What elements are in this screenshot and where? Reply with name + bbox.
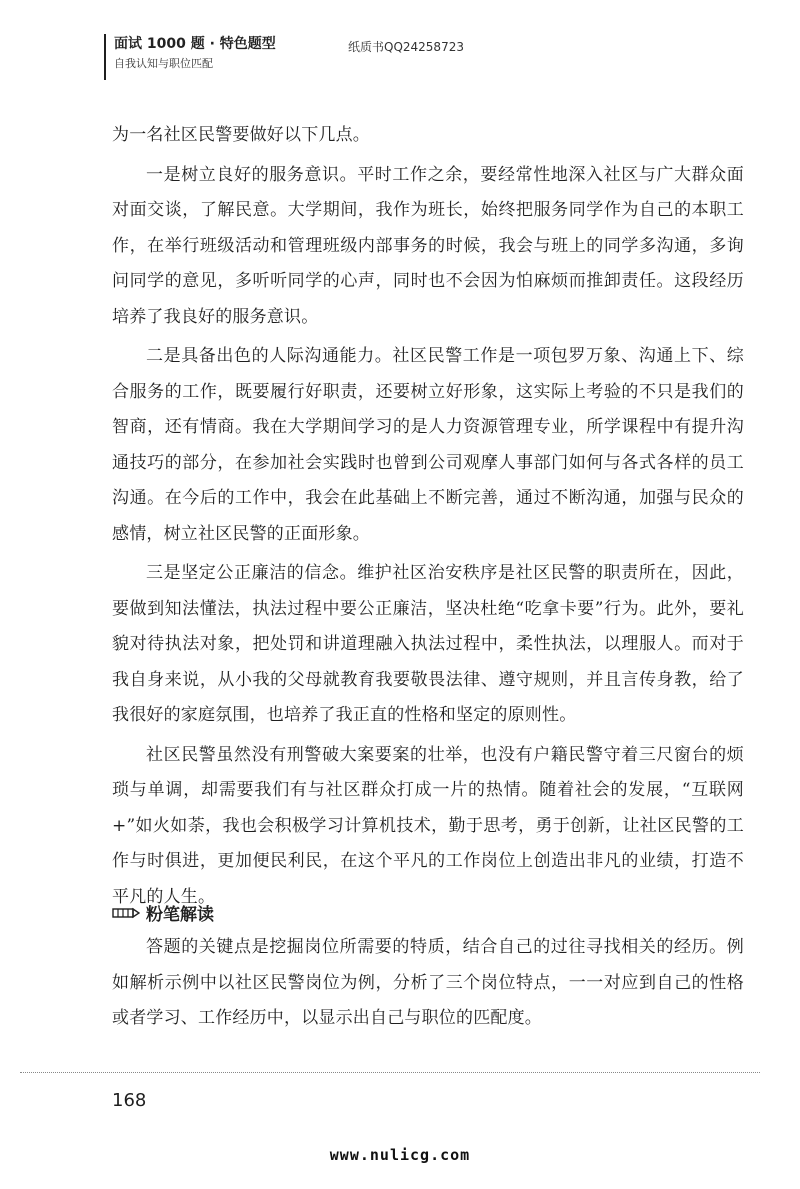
running-header: [104, 34, 276, 80]
analysis-paragraph: 答题的关键点是挖掘岗位所需要的特质，结合自己的过往寻找相关的经历。例如解析示例中以社区民警岗位为例，分析了三个岗位特点，一一对应到自己的性格或者学习、工作经历中，以显示出自己与职位的匹配度。: [112, 937, 744, 1028]
pen-icon: [112, 906, 140, 920]
body-paragraph: 一是树立良好的服务意识。平时工作之余，要经常性地深入社区与广大群众面对面交谈，了解民意。大学期间，我作为班长，始终把服务同学作为自己的本职工作，在举行班级活动和管理班级内部事务的时候，我会与班上的同学多沟通，多询问同学的意见，多听听同学的心声，同时也不会因为怕麻烦而推卸责任。这段经历培养了我良好的服务意识。: [112, 164, 744, 327]
footer-divider: [20, 1072, 760, 1073]
main-body-text: [112, 118, 744, 919]
analysis-heading: [112, 900, 214, 925]
header-watermark: 纸质书QQ24258723: [348, 40, 464, 54]
header-book-title: 面试 1000 题 · 特色题型: [114, 36, 276, 52]
site-url-footer: www.nulicg.com: [329, 1146, 471, 1164]
body-paragraph: 三是坚定公正廉洁的信念。维护社区治安秩序是社区民警的职责所在，因此，要做到知法懂法，执法过程中要公正廉洁，坚决杜绝“吃拿卡要”行为。此外，要礼貌对待执法对象，把处罚和讲道理融入执法过程中，柔性执法，以理服人。而对于我自身来说，从小我的父母就教育我要敬畏法律、遵守规则，并且言传身教，给了我很好的家庭氛围，也培养了我正直的性格和坚定的原则性。: [112, 563, 744, 725]
body-paragraph: 为一名社区民警要做好以下几点。: [112, 125, 370, 145]
page-number: 168: [112, 1090, 147, 1111]
analysis-title: 粉笔解读: [146, 905, 214, 925]
body-paragraph: 社区民警虽然没有刑警破大案要案的壮举，也没有户籍民警守着三尺窗台的烦琐与单调，却需要我们有与社区群众打成一片的热情。随着社会的发展，“互联网+”如火如荼，我也会积极学习计算机技术，勤于思考，勇于创新，让社区民警的工作与时俱进，更加便民利民，在这个平凡的工作岗位上创造出非凡的业绩，打造不平凡的人生。: [112, 744, 744, 907]
header-chapter-title: 自我认知与职位匹配: [114, 57, 213, 70]
analysis-body: [112, 930, 744, 1041]
body-paragraph: 二是具备出色的人际沟通能力。社区民警工作是一项包罗万象、沟通上下、综合服务的工作，既要履行好职责，还要树立好形象，这实际上考验的不只是我们的智商，还有情商。我在大学期间学习的是人力资源管理专业，所学课程中有提升沟通技巧的部分，在参加社会实践时也曾到公司观摩人事部门如何与各式各样的员工沟通。在今后的工作中，我会在此基础上不断完善，通过不断沟通，加强与民众的感情，树立社区民警的正面形象。: [112, 346, 744, 544]
